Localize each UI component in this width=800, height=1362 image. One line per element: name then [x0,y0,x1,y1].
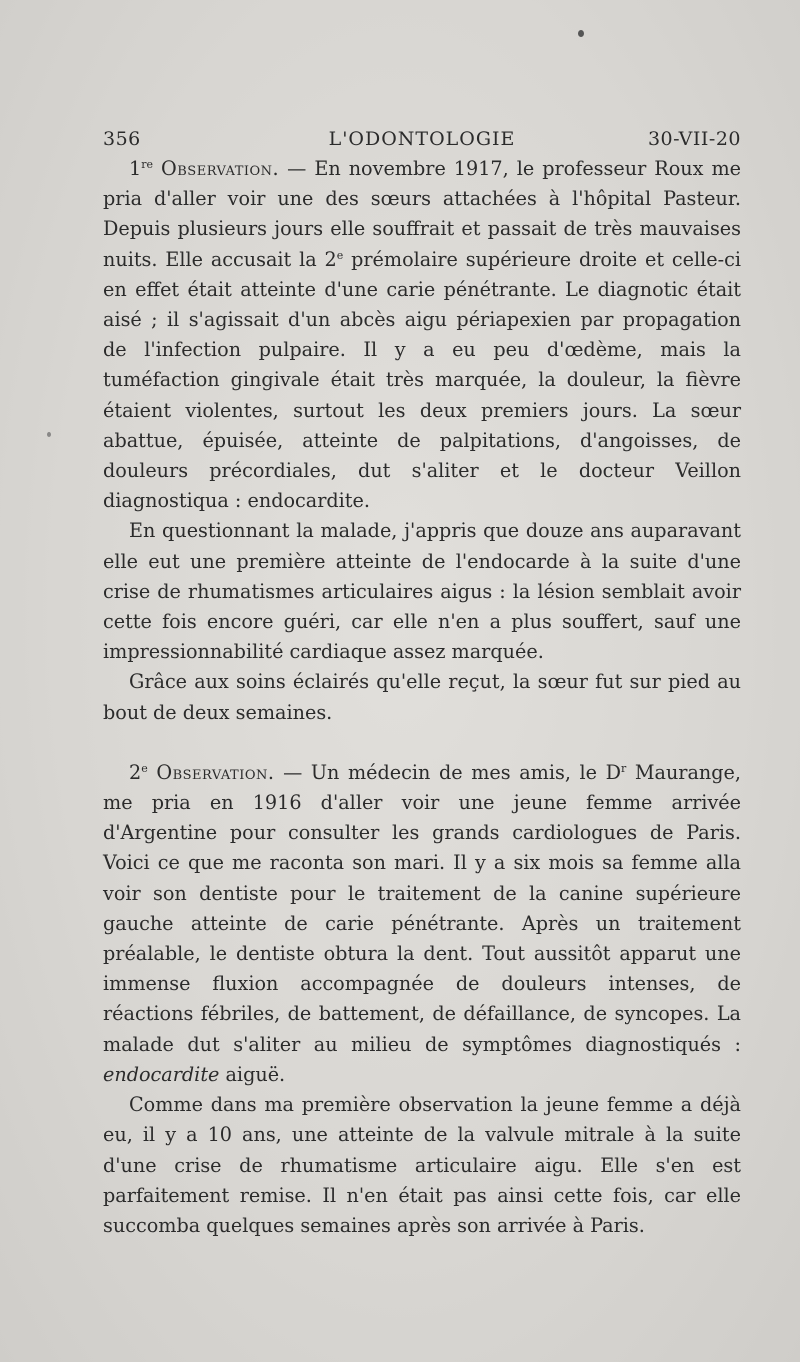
observation-2-paragraph-1 [103,758,741,1090]
observation-2-paragraph-2: Comme dans ma première observation la jeune femme a déjà eu, il y a 10 ans, une atteinte de la valvule mitrale à la suite d'une crise de rhumatisme articulaire aigu. Elle s'en est parfaitement remise. Il n'en était pas ainsi cette fois, car elle succomba quelques semaines après son arrivée à Paris. [103,1093,741,1237]
section-gap [103,728,741,758]
journal-title: L'ODONTOLOGIE [328,128,516,150]
observation-1-ordinal-suffix: re [141,158,153,171]
observation-1-paragraph-2: En questionnant la malade, j'appris que douze ans auparavant elle eut une première atteinte de l'endocarde à la suite d'une crise de rhumatismes articulaires aigus : la lésion semblait avoir cette fois encore guéri, car elle n'en a plus souffert, sauf une impressionnabilité cardiaque assez marquée. [103,519,741,664]
observation-2-ordinal-suffix: e [141,761,148,775]
observation-2-lead: — Un médecin de mes amis, le D [274,760,621,784]
issue-date: 30-VII-20 [647,128,741,150]
observation-1-ordinal: 1 [129,157,142,180]
running-header [103,118,741,148]
observation-1-body: prémolaire supérieure droite et celle-ci en effet était atteinte d'une carie pénétrante. Le diagnotic était aisé ; il s'agissait d'un abcès aigu périapexien par propagation de l'infection pulpaire. Il y a eu peu d'œdème, mais la tuméfaction gingivale était très marquée, la douleur, la fièvre étaient violentes, surtout les deux premiers jours. La sœur abattue, épuisée, atteinte de palpitations, d'angoisses, de douleurs précordiales, dut s'aliter et le docteur Veillon diagnostiqua : endocardite. [103,247,741,513]
document-page [103,118,741,1241]
observation-1-paragraph-1 [103,154,741,516]
paper-speck [578,30,584,37]
observation-2-ordinal: 2 [129,760,142,784]
observation-1-paragraph-3: Grâce aux soins éclairés qu'elle reçut, la sœur fut sur pied au bout de deux semaines. [103,670,741,724]
observation-1-lead: — En novembre 1917, le professeur Roux me pria d'aller voir une des sœurs attachées à l'hôpital Pasteur. Depuis plusieurs jours elle souffrait et passait de très mauvaises nuits. Elle accusait la 2 [103,157,741,271]
page-number: 356 [103,128,141,150]
observation-2-body-end: aiguë. [219,1062,286,1086]
observation-1-label: Observation. [161,157,280,180]
doctor-abbrev-suffix: r [621,761,627,775]
observation-2-label: Observation. [156,760,275,784]
observation-2-body: Maurange, me pria en 1916 d'aller voir une jeune femme arrivée d'Argentine pour consulter les grands cardiologues de Paris. Voici ce que me raconta son mari. Il y a six mois sa femme alla voir son dentiste pour le traitement de la canine supérieure gauche atteinte de carie pénétrante. Après un traitement préalable, le dentiste obtura la dent. Tout aussitôt apparut une immense fluxion accompagnée de douleurs intenses, de réactions fébriles, de battement, de défaillance, de syncopes. La malade dut s'aliter au milieu de symptômes diagnostiqués : [103,760,742,1056]
observation-1-2e-suffix: e [336,248,344,262]
paper-speck [47,432,51,437]
observation-2-italic-term: endocardite [103,1062,220,1086]
